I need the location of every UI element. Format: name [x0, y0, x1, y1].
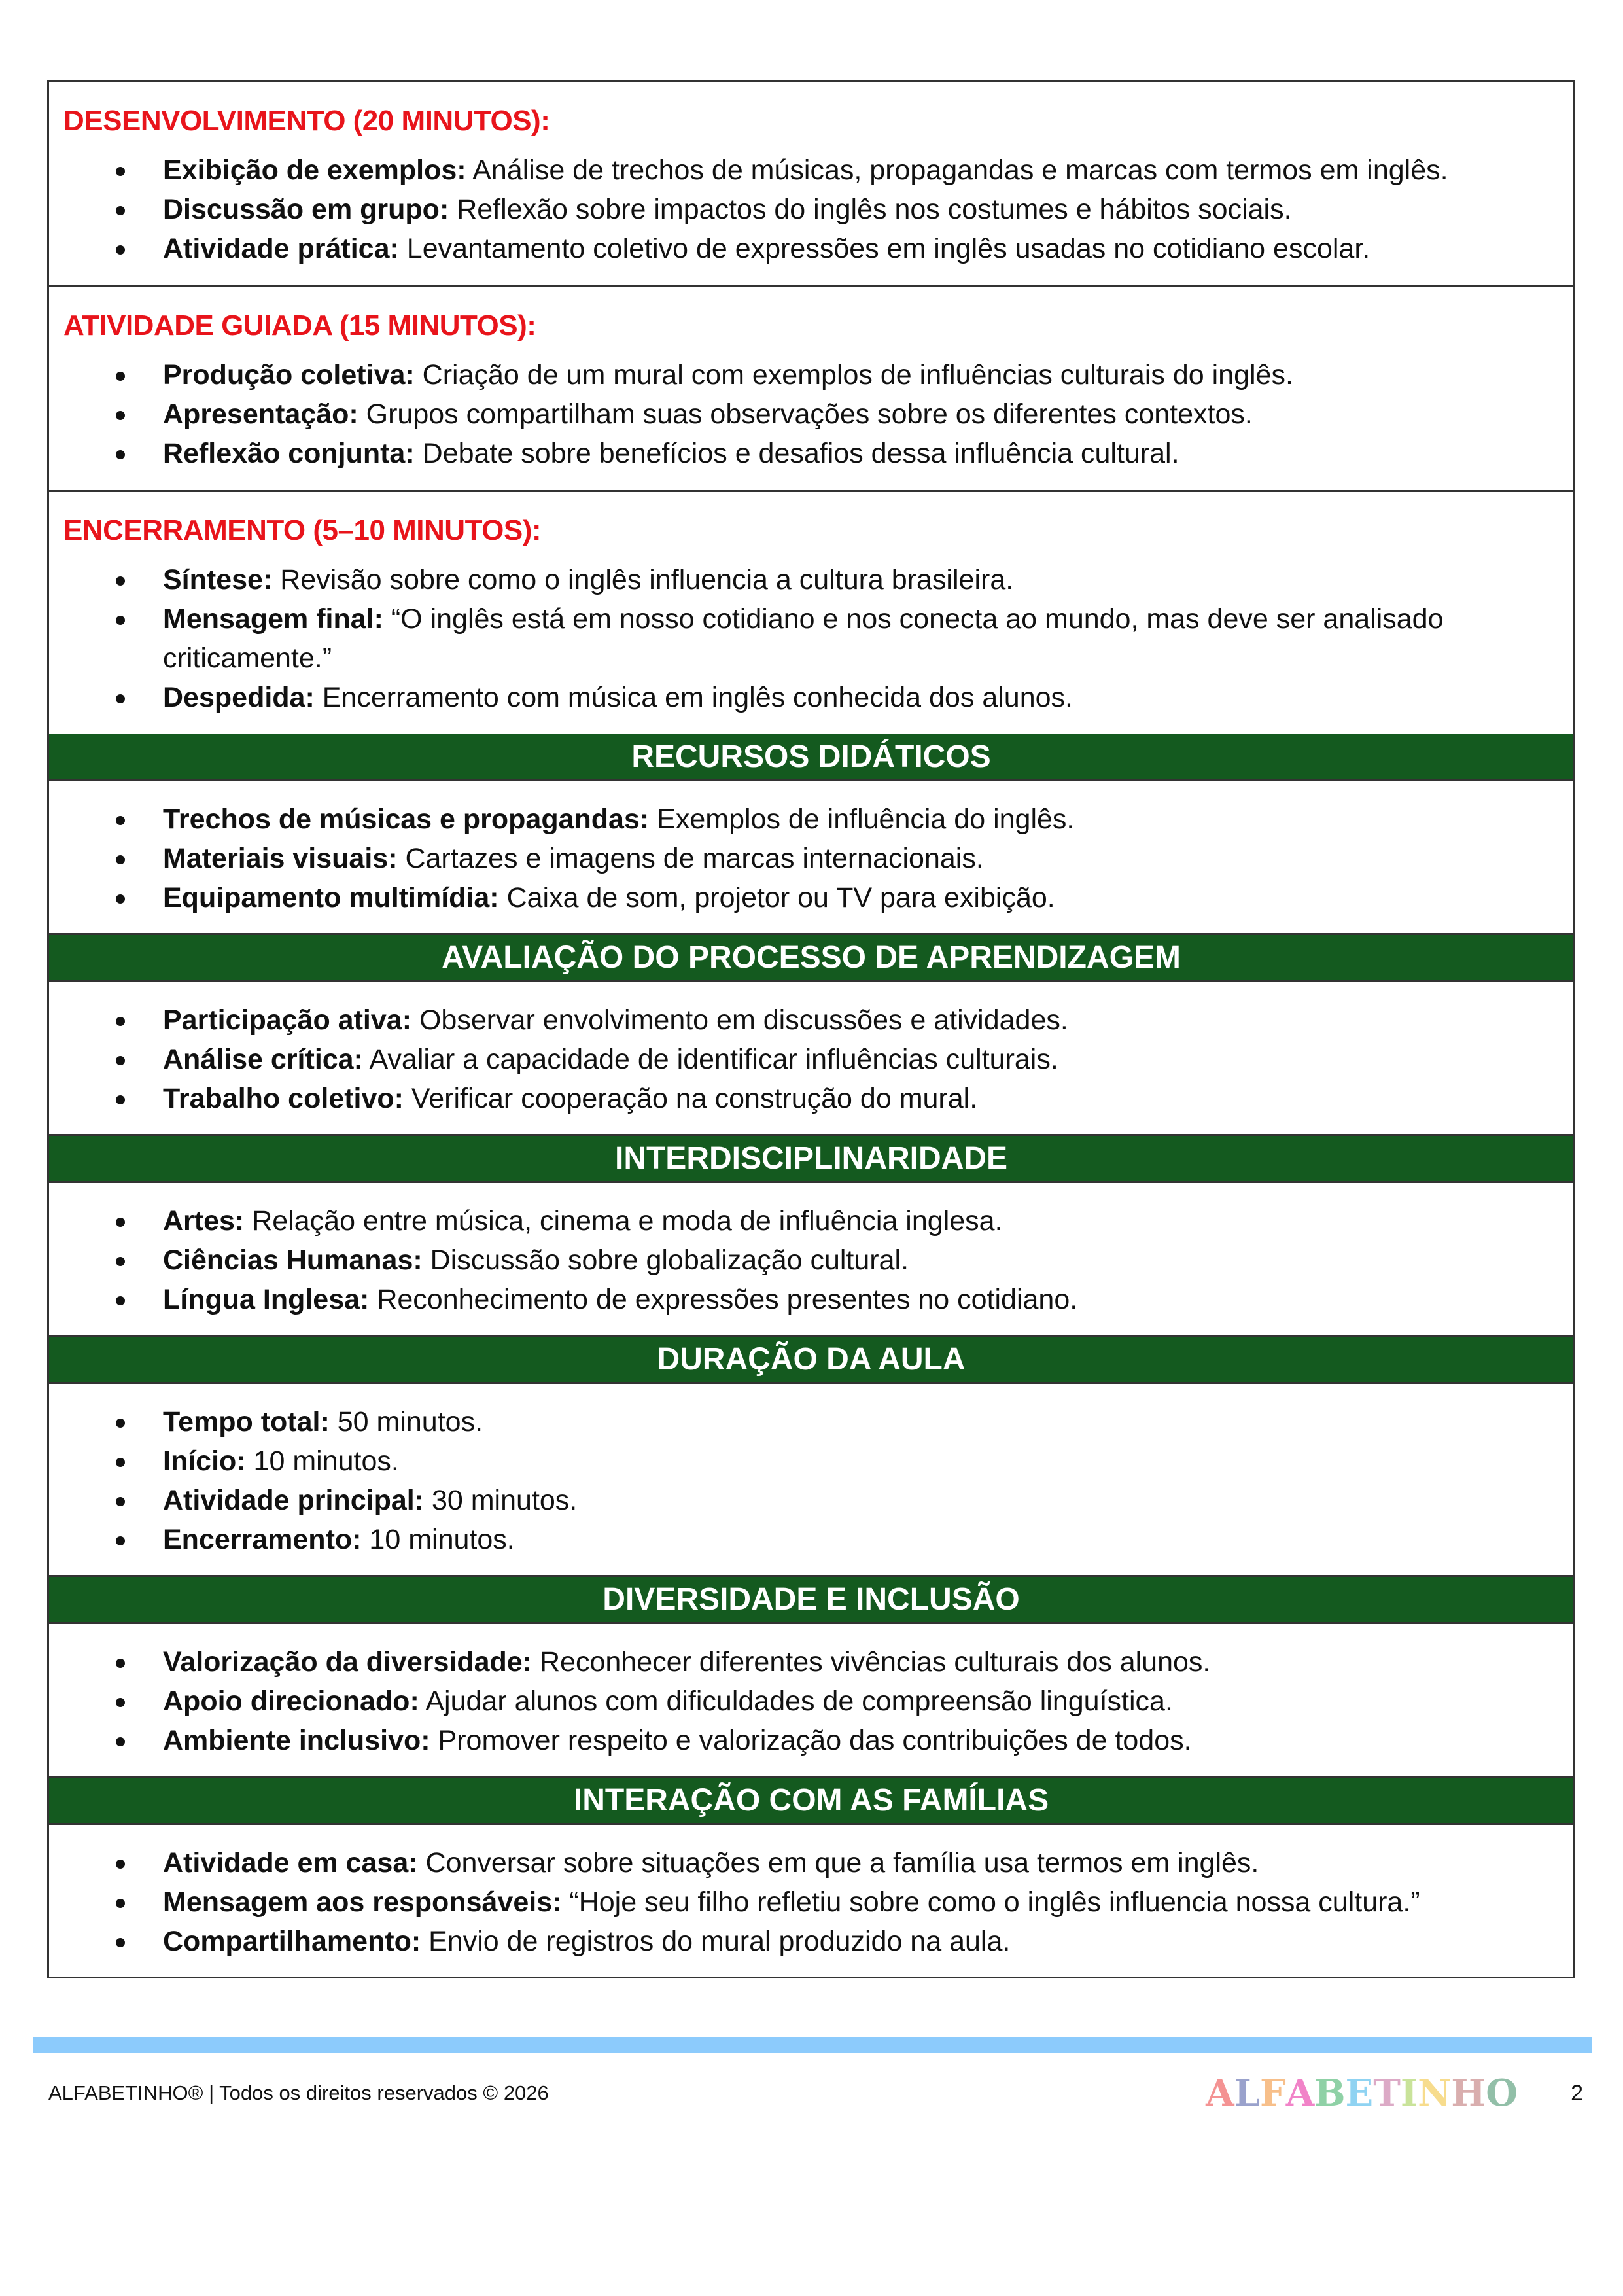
item-label: Equipamento multimídia:	[163, 882, 499, 913]
list-item	[163, 839, 1573, 878]
list-item	[163, 1481, 1573, 1520]
item-text: Observar envolvimento em discussões e atividades.	[411, 1004, 1068, 1036]
bullet-list	[49, 1000, 1573, 1118]
lesson-plan-table	[47, 80, 1575, 1978]
item-text: Levantamento coletivo de expressões em inglês usadas no cotidiano escolar.	[398, 233, 1370, 264]
item-text: 50 minutos.	[329, 1406, 483, 1438]
item-label: Participação ativa:	[163, 1004, 412, 1036]
list-item	[163, 190, 1573, 229]
item-text: Grupos compartilham suas observações sobre os diferentes contextos.	[358, 398, 1253, 430]
item-text: “O inglês está em nosso cotidiano e nos conecta ao mundo, mas deve ser analisado criticamente.”	[163, 603, 1444, 674]
item-text: Criação de um mural com exemplos de influências culturais do inglês.	[414, 359, 1293, 391]
item-label: Atividade prática:	[163, 233, 399, 264]
list-item	[163, 1642, 1573, 1682]
section-body	[49, 1624, 1573, 1778]
bullet-list	[49, 1843, 1573, 1961]
item-label: Valorização da diversidade:	[163, 1646, 532, 1678]
item-label: Compartilhamento:	[163, 1926, 421, 1957]
lesson-blocks	[49, 734, 1573, 1977]
section-header: INTERAÇÃO COM AS FAMÍLIAS	[49, 1778, 1573, 1825]
stage-title: ATIVIDADE GUIADA (15 MINUTOS):	[63, 309, 536, 342]
item-label: Mensagem final:	[163, 603, 383, 635]
item-label: Mensagem aos responsáveis:	[163, 1886, 562, 1918]
list-item	[163, 395, 1573, 434]
item-label: Discussão em grupo:	[163, 194, 449, 225]
item-text: Conversar sobre situações em que a família usa termos em inglês.	[417, 1847, 1259, 1879]
section-header: INTERDISCIPLINARIDADE	[49, 1136, 1573, 1183]
item-text: 10 minutos.	[361, 1524, 515, 1555]
section-body	[49, 1183, 1573, 1337]
item-label: Língua Inglesa:	[163, 1284, 370, 1315]
logo-letter: H	[1451, 2072, 1486, 2115]
item-label: Apresentação:	[163, 398, 358, 430]
item-text: Revisão sobre como o inglês influencia a cultura brasileira.	[272, 564, 1014, 595]
bullet-list	[49, 355, 1573, 473]
item-label: Síntese:	[163, 564, 273, 595]
item-text: Avaliar a capacidade de identificar influências culturais.	[362, 1044, 1058, 1075]
item-text: Relação entre música, cinema e moda de influência inglesa.	[244, 1205, 1003, 1237]
footer-divider-bar	[33, 2037, 1592, 2053]
item-label: Encerramento:	[163, 1524, 362, 1555]
item-label: Despedida:	[163, 682, 315, 713]
item-label: Análise crítica:	[163, 1044, 363, 1075]
item-text: Verificar cooperação na construção do mural.	[403, 1083, 978, 1114]
item-text: Caixa de som, projetor ou TV para exibição.	[498, 882, 1055, 913]
item-label: Ambiente inclusivo:	[163, 1725, 430, 1756]
logo-letter: A	[1285, 2072, 1315, 2115]
bullet-list	[49, 560, 1573, 717]
list-item	[163, 1040, 1573, 1079]
bullet-list	[49, 1642, 1573, 1760]
item-label: Materiais visuais:	[163, 843, 398, 874]
list-item	[163, 1682, 1573, 1721]
list-item	[163, 1441, 1573, 1481]
section-header: DURAÇÃO DA AULA	[49, 1337, 1573, 1384]
list-item	[163, 1882, 1573, 1922]
lesson-stage-section	[49, 82, 1573, 287]
list-item	[163, 1922, 1573, 1961]
list-item	[163, 355, 1573, 395]
item-text: Reflexão sobre impactos do inglês nos costumes e hábitos sociais.	[449, 194, 1292, 225]
logo-letter: B	[1314, 2072, 1346, 2115]
item-text: 10 minutos.	[245, 1445, 399, 1477]
list-item	[163, 678, 1573, 717]
list-item	[163, 1280, 1573, 1319]
lesson-stage-section	[49, 287, 1573, 492]
item-label: Artes:	[163, 1205, 245, 1237]
list-item	[163, 1201, 1573, 1241]
item-label: Trechos de músicas e propagandas:	[163, 804, 650, 835]
list-item	[163, 1843, 1573, 1882]
page-number: 2	[1571, 2080, 1583, 2106]
page-footer	[0, 2037, 1623, 2140]
list-item	[163, 1079, 1573, 1118]
item-text: Reconhecimento de expressões presentes no cotidiano.	[369, 1284, 1078, 1315]
stage-title: ENCERRAMENTO (5–10 MINUTOS):	[63, 514, 542, 546]
logo-letter: I	[1400, 2072, 1418, 2115]
bullet-list	[49, 1201, 1573, 1319]
item-label: Tempo total:	[163, 1406, 330, 1438]
item-label: Ciências Humanas:	[163, 1245, 423, 1276]
list-item	[163, 229, 1573, 268]
item-label: Produção coletiva:	[163, 359, 415, 391]
item-label: Exibição de exemplos:	[163, 154, 466, 186]
item-text: Análise de trechos de músicas, propagandas e marcas com termos em inglês.	[466, 154, 1448, 186]
item-text: Encerramento com música em inglês conhecida dos alunos.	[314, 682, 1073, 713]
item-text: Ajudar alunos com dificuldades de compreensão linguística.	[419, 1686, 1173, 1717]
list-item	[163, 800, 1573, 839]
section-body	[49, 982, 1573, 1136]
item-text: Cartazes e imagens de marcas internacionais.	[397, 843, 984, 874]
bullet-list	[49, 1402, 1573, 1559]
list-item	[163, 434, 1573, 473]
alfabetinho-logo	[1206, 2072, 1518, 2114]
section-header: DIVERSIDADE E INCLUSÃO	[49, 1577, 1573, 1624]
lesson-stage-section	[49, 492, 1573, 734]
item-label: Apoio direcionado:	[163, 1686, 419, 1717]
lesson-stages	[49, 82, 1573, 734]
logo-letter: N	[1418, 2072, 1452, 2115]
logo-letter: T	[1373, 2072, 1401, 2115]
list-item	[163, 560, 1573, 599]
list-item	[163, 1520, 1573, 1559]
section-body	[49, 1384, 1573, 1577]
item-text: Promover respeito e valorização das contribuições de todos.	[430, 1725, 1192, 1756]
item-label: Atividade principal:	[163, 1485, 425, 1516]
item-text: Debate sobre benefícios e desafios dessa influência cultural.	[414, 438, 1179, 469]
footer-copyright: ALFABETINHO® | Todos os direitos reservados © 2026	[48, 2081, 549, 2104]
section-body	[49, 1825, 1573, 1977]
bullet-list	[49, 800, 1573, 917]
section-body	[49, 781, 1573, 935]
list-item	[163, 1721, 1573, 1760]
item-text: Envio de registros do mural produzido na aula.	[421, 1926, 1011, 1957]
item-label: Reflexão conjunta:	[163, 438, 415, 469]
list-item	[163, 599, 1573, 678]
logo-letter: L	[1234, 2072, 1260, 2115]
list-item	[163, 1241, 1573, 1280]
logo-letter: A	[1206, 2072, 1234, 2115]
item-text: 30 minutos.	[424, 1485, 578, 1516]
bullet-list	[49, 150, 1573, 268]
section-header: RECURSOS DIDÁTICOS	[49, 734, 1573, 781]
list-item	[163, 1000, 1573, 1040]
list-item	[163, 878, 1573, 917]
item-text: Exemplos de influência do inglês.	[649, 804, 1075, 835]
logo-letter: F	[1259, 2072, 1286, 2115]
logo-letter: E	[1345, 2072, 1374, 2115]
item-text: Reconhecer diferentes vivências culturais dos alunos.	[532, 1646, 1211, 1678]
list-item	[163, 150, 1573, 190]
list-item	[163, 1402, 1573, 1441]
logo-letter: O	[1486, 2072, 1518, 2115]
item-text: “Hoje seu filho refletiu sobre como o inglês influencia nossa cultura.”	[561, 1886, 1420, 1918]
footer-row	[48, 2072, 1583, 2114]
stage-title: DESENVOLVIMENTO (20 MINUTOS):	[63, 105, 550, 137]
item-text: Discussão sobre globalização cultural.	[422, 1245, 909, 1276]
item-label: Início:	[163, 1445, 246, 1477]
section-header: AVALIAÇÃO DO PROCESSO DE APRENDIZAGEM	[49, 935, 1573, 982]
item-label: Trabalho coletivo:	[163, 1083, 404, 1114]
item-label: Atividade em casa:	[163, 1847, 418, 1879]
